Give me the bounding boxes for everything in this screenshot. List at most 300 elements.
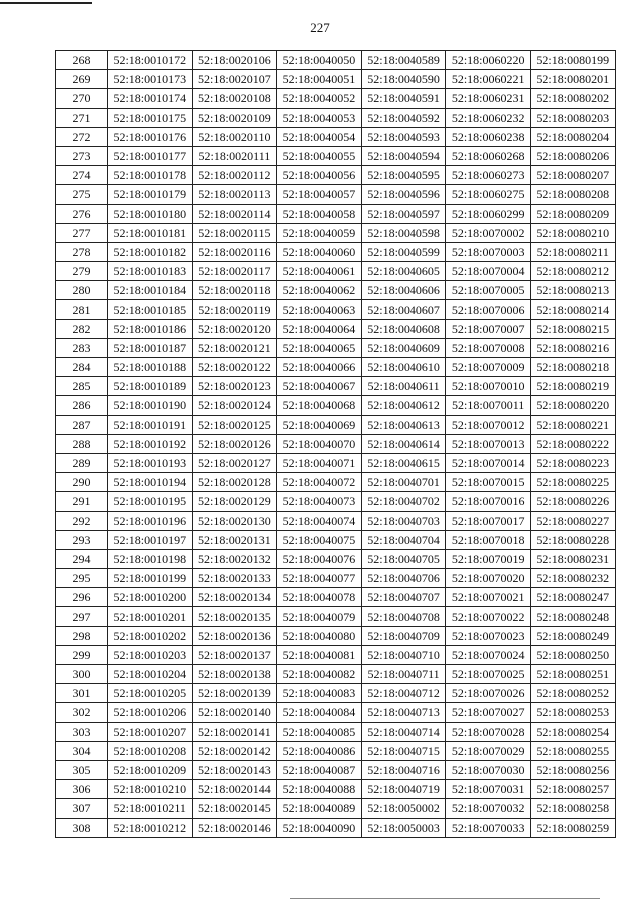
cadastral-number-cell: 52:18:0010193	[108, 453, 193, 472]
cadastral-number-cell: 52:18:0020139	[192, 684, 277, 703]
cadastral-number-cell: 52:18:0040090	[277, 818, 362, 837]
cadastral-number-cell: 52:18:0080206	[530, 146, 615, 165]
cadastral-number-cell: 52:18:0040711	[361, 665, 446, 684]
cadastral-number-cell: 52:18:0040709	[361, 626, 446, 645]
cadastral-number-cell: 52:18:0080257	[530, 780, 615, 799]
cadastral-number-cell: 52:18:0020131	[192, 530, 277, 549]
table-row	[56, 434, 616, 453]
row-number-cell: 287	[56, 415, 108, 434]
cadastral-number-cell: 52:18:0080252	[530, 684, 615, 703]
cadastral-number-cell: 52:18:0080254	[530, 722, 615, 741]
cadastral-number-cell: 52:18:0040596	[361, 185, 446, 204]
cadastral-number-cell: 52:18:0070014	[446, 453, 531, 472]
cadastral-number-cell: 52:18:0070020	[446, 569, 531, 588]
table-row	[56, 185, 616, 204]
cadastral-number-cell: 52:18:0040057	[277, 185, 362, 204]
table-row	[56, 684, 616, 703]
row-number-cell: 293	[56, 530, 108, 549]
cadastral-number-cell: 52:18:0020143	[192, 760, 277, 779]
cadastral-number-cell: 52:18:0060273	[446, 166, 531, 185]
cadastral-number-cell: 52:18:0080216	[530, 338, 615, 357]
table-row	[56, 262, 616, 281]
cadastral-number-cell: 52:18:0040589	[361, 51, 446, 70]
cadastral-number-cell: 52:18:0040084	[277, 703, 362, 722]
cadastral-number-cell: 52:18:0040705	[361, 549, 446, 568]
cadastral-number-cell: 52:18:0040053	[277, 108, 362, 127]
cadastral-number-cell: 52:18:0020140	[192, 703, 277, 722]
table-row	[56, 492, 616, 511]
cadastral-number-cell: 52:18:0070009	[446, 358, 531, 377]
cadastral-number-cell: 52:18:0060275	[446, 185, 531, 204]
row-number-cell: 277	[56, 223, 108, 242]
cadastral-number-cell: 52:18:0020110	[192, 127, 277, 146]
cadastral-number-cell: 52:18:0070021	[446, 588, 531, 607]
table-row	[56, 338, 616, 357]
cadastral-number-cell: 52:18:0040076	[277, 549, 362, 568]
cadastral-number-cell: 52:18:0080202	[530, 89, 615, 108]
row-number-cell: 282	[56, 319, 108, 338]
cadastral-number-cell: 52:18:0040595	[361, 166, 446, 185]
cadastral-number-cell: 52:18:0010201	[108, 607, 193, 626]
cadastral-number-cell: 52:18:0020137	[192, 645, 277, 664]
cadastral-number-cell: 52:18:0020129	[192, 492, 277, 511]
cadastral-number-cell: 52:18:0040710	[361, 645, 446, 664]
cadastral-number-cell: 52:18:0020107	[192, 70, 277, 89]
cadastral-number-cell: 52:18:0020130	[192, 511, 277, 530]
cadastral-number-cell: 52:18:0040712	[361, 684, 446, 703]
row-number-cell: 268	[56, 51, 108, 70]
cadastral-number-cell: 52:18:0070032	[446, 799, 531, 818]
row-number-cell: 304	[56, 741, 108, 760]
cadastral-number-cell: 52:18:0040082	[277, 665, 362, 684]
cadastral-number-cell: 52:18:0040703	[361, 511, 446, 530]
cadastral-number-cell: 52:18:0040060	[277, 242, 362, 261]
cadastral-number-cell: 52:18:0040086	[277, 741, 362, 760]
cadastral-number-cell: 52:18:0040088	[277, 780, 362, 799]
table-body	[56, 51, 616, 838]
cadastral-number-cell: 52:18:0010209	[108, 760, 193, 779]
cadastral-number-cell: 52:18:0010198	[108, 549, 193, 568]
cadastral-number-cell: 52:18:0040073	[277, 492, 362, 511]
cadastral-number-cell: 52:18:0020111	[192, 146, 277, 165]
cadastral-number-cell: 52:18:0070027	[446, 703, 531, 722]
table-row	[56, 70, 616, 89]
row-number-cell: 274	[56, 166, 108, 185]
table-row	[56, 319, 616, 338]
cadastral-number-cell: 52:18:0010206	[108, 703, 193, 722]
cadastral-number-cell: 52:18:0040606	[361, 281, 446, 300]
row-number-cell: 292	[56, 511, 108, 530]
row-number-cell: 299	[56, 645, 108, 664]
table-row	[56, 607, 616, 626]
cadastral-number-cell: 52:18:0020108	[192, 89, 277, 108]
cadastral-number-cell: 52:18:0040702	[361, 492, 446, 511]
table-row	[56, 89, 616, 108]
cadastral-number-cell: 52:18:0010196	[108, 511, 193, 530]
row-number-cell: 278	[56, 242, 108, 261]
cadastral-number-cell: 52:18:0010181	[108, 223, 193, 242]
cadastral-number-cell: 52:18:0040074	[277, 511, 362, 530]
cadastral-number-cell: 52:18:0010177	[108, 146, 193, 165]
cadastral-number-cell: 52:18:0040078	[277, 588, 362, 607]
cadastral-number-cell: 52:18:0020128	[192, 473, 277, 492]
cadastral-number-cell: 52:18:0070019	[446, 549, 531, 568]
cadastral-number-cell: 52:18:0020124	[192, 396, 277, 415]
cadastral-number-cell: 52:18:0020132	[192, 549, 277, 568]
table-row	[56, 281, 616, 300]
cadastral-number-cell: 52:18:0060221	[446, 70, 531, 89]
cadastral-number-cell: 52:18:0080220	[530, 396, 615, 415]
cadastral-number-cell: 52:18:0060299	[446, 204, 531, 223]
cadastral-number-cell: 52:18:0080256	[530, 760, 615, 779]
cadastral-number-cell: 52:18:0040087	[277, 760, 362, 779]
cadastral-number-cell: 52:18:0080215	[530, 319, 615, 338]
row-number-cell: 298	[56, 626, 108, 645]
cadastral-number-cell: 52:18:0020114	[192, 204, 277, 223]
cadastral-number-cell: 52:18:0010197	[108, 530, 193, 549]
cadastral-number-cell: 52:18:0050003	[361, 818, 446, 837]
cadastral-number-cell: 52:18:0060268	[446, 146, 531, 165]
row-number-cell: 305	[56, 760, 108, 779]
row-number-cell: 283	[56, 338, 108, 357]
cadastral-number-cell: 52:18:0040615	[361, 453, 446, 472]
cadastral-number-cell: 52:18:0010195	[108, 492, 193, 511]
row-number-cell: 269	[56, 70, 108, 89]
row-number-cell: 271	[56, 108, 108, 127]
cadastral-number-cell: 52:18:0010211	[108, 799, 193, 818]
row-number-cell: 303	[56, 722, 108, 741]
cadastral-number-cell: 52:18:0040605	[361, 262, 446, 281]
cadastral-number-cell: 52:18:0040719	[361, 780, 446, 799]
cadastral-number-cell: 52:18:0020119	[192, 300, 277, 319]
row-number-cell: 302	[56, 703, 108, 722]
cadastral-number-cell: 52:18:0040077	[277, 569, 362, 588]
cadastral-number-cell: 52:18:0040065	[277, 338, 362, 357]
cadastral-number-cell: 52:18:0010190	[108, 396, 193, 415]
cadastral-number-cell: 52:18:0040590	[361, 70, 446, 89]
cadastral-table-container	[55, 50, 615, 838]
table-row	[56, 300, 616, 319]
cadastral-number-cell: 52:18:0020144	[192, 780, 277, 799]
cadastral-number-cell: 52:18:0010194	[108, 473, 193, 492]
table-row	[56, 741, 616, 760]
row-number-cell: 296	[56, 588, 108, 607]
cadastral-number-cell: 52:18:0040707	[361, 588, 446, 607]
cadastral-number-cell: 52:18:0080221	[530, 415, 615, 434]
cadastral-number-cell: 52:18:0010178	[108, 166, 193, 185]
table-row	[56, 223, 616, 242]
cadastral-number-cell: 52:18:0070025	[446, 665, 531, 684]
cadastral-number-cell: 52:18:0010191	[108, 415, 193, 434]
cadastral-number-cell: 52:18:0020133	[192, 569, 277, 588]
row-number-cell: 288	[56, 434, 108, 453]
cadastral-number-cell: 52:18:0020118	[192, 281, 277, 300]
row-number-cell: 308	[56, 818, 108, 837]
cadastral-number-cell: 52:18:0010176	[108, 127, 193, 146]
cadastral-number-cell: 52:18:0020109	[192, 108, 277, 127]
cadastral-number-cell: 52:18:0060231	[446, 89, 531, 108]
cadastral-number-cell: 52:18:0010189	[108, 377, 193, 396]
cadastral-number-cell: 52:18:0020125	[192, 415, 277, 434]
cadastral-number-cell: 52:18:0010212	[108, 818, 193, 837]
cadastral-number-cell: 52:18:0040079	[277, 607, 362, 626]
cadastral-number-cell: 52:18:0040067	[277, 377, 362, 396]
cadastral-number-cell: 52:18:0040610	[361, 358, 446, 377]
cadastral-number-cell: 52:18:0080218	[530, 358, 615, 377]
cadastral-number-cell: 52:18:0040701	[361, 473, 446, 492]
cadastral-number-cell: 52:18:0020115	[192, 223, 277, 242]
row-number-cell: 270	[56, 89, 108, 108]
cadastral-number-cell: 52:18:0010175	[108, 108, 193, 127]
row-number-cell: 290	[56, 473, 108, 492]
cadastral-number-cell: 52:18:0040070	[277, 434, 362, 453]
cadastral-number-cell: 52:18:0040591	[361, 89, 446, 108]
cadastral-number-cell: 52:18:0080208	[530, 185, 615, 204]
cadastral-number-cell: 52:18:0010200	[108, 588, 193, 607]
cadastral-number-cell: 52:18:0040614	[361, 434, 446, 453]
cadastral-number-cell: 52:18:0060220	[446, 51, 531, 70]
cadastral-number-cell: 52:18:0020145	[192, 799, 277, 818]
cadastral-number-cell: 52:18:0010188	[108, 358, 193, 377]
table-row	[56, 549, 616, 568]
cadastral-number-cell: 52:18:0040704	[361, 530, 446, 549]
cadastral-number-cell: 52:18:0020146	[192, 818, 277, 837]
cadastral-number-cell: 52:18:0070029	[446, 741, 531, 760]
cadastral-number-cell: 52:18:0070023	[446, 626, 531, 645]
cadastral-number-cell: 52:18:0020106	[192, 51, 277, 70]
cadastral-number-cell: 52:18:0010183	[108, 262, 193, 281]
cadastral-number-cell: 52:18:0010184	[108, 281, 193, 300]
cadastral-number-cell: 52:18:0080255	[530, 741, 615, 760]
table-row	[56, 204, 616, 223]
row-number-cell: 272	[56, 127, 108, 146]
cadastral-number-cell: 52:18:0080222	[530, 434, 615, 453]
cadastral-number-cell: 52:18:0040059	[277, 223, 362, 242]
cadastral-number-cell: 52:18:0070026	[446, 684, 531, 703]
cadastral-number-cell: 52:18:0080207	[530, 166, 615, 185]
table-row	[56, 665, 616, 684]
table-row	[56, 588, 616, 607]
row-number-cell: 306	[56, 780, 108, 799]
row-number-cell: 297	[56, 607, 108, 626]
cadastral-number-cell: 52:18:0040056	[277, 166, 362, 185]
cadastral-number-cell: 52:18:0010180	[108, 204, 193, 223]
cadastral-number-cell: 52:18:0020116	[192, 242, 277, 261]
cadastral-number-cell: 52:18:0010185	[108, 300, 193, 319]
cadastral-number-cell: 52:18:0080225	[530, 473, 615, 492]
cadastral-number-cell: 52:18:0040607	[361, 300, 446, 319]
cadastral-number-cell: 52:18:0040612	[361, 396, 446, 415]
cadastral-number-cell: 52:18:0070012	[446, 415, 531, 434]
bottom-rule	[290, 898, 600, 899]
cadastral-number-cell: 52:18:0080231	[530, 549, 615, 568]
cadastral-number-cell: 52:18:0080259	[530, 818, 615, 837]
cadastral-number-cell: 52:18:0080210	[530, 223, 615, 242]
table-row	[56, 358, 616, 377]
cadastral-number-cell: 52:18:0070011	[446, 396, 531, 415]
row-number-cell: 300	[56, 665, 108, 684]
cadastral-number-cell: 52:18:0080212	[530, 262, 615, 281]
table-row	[56, 166, 616, 185]
cadastral-number-cell: 52:18:0040593	[361, 127, 446, 146]
cadastral-number-cell: 52:18:0070008	[446, 338, 531, 357]
cadastral-number-cell: 52:18:0040072	[277, 473, 362, 492]
cadastral-number-cell: 52:18:0020123	[192, 377, 277, 396]
cadastral-number-cell: 52:18:0040083	[277, 684, 362, 703]
cadastral-number-cell: 52:18:0040592	[361, 108, 446, 127]
cadastral-number-cell: 52:18:0040611	[361, 377, 446, 396]
cadastral-number-cell: 52:18:0040075	[277, 530, 362, 549]
cadastral-number-cell: 52:18:0020142	[192, 741, 277, 760]
cadastral-number-cell: 52:18:0070015	[446, 473, 531, 492]
cadastral-number-cell: 52:18:0080232	[530, 569, 615, 588]
row-number-cell: 291	[56, 492, 108, 511]
cadastral-number-cell: 52:18:0080251	[530, 665, 615, 684]
cadastral-number-cell: 52:18:0070028	[446, 722, 531, 741]
cadastral-number-cell: 52:18:0070016	[446, 492, 531, 511]
cadastral-number-cell: 52:18:0040080	[277, 626, 362, 645]
cadastral-number-cell: 52:18:0060232	[446, 108, 531, 127]
cadastral-number-cell: 52:18:0070018	[446, 530, 531, 549]
table-row	[56, 818, 616, 837]
cadastral-number-cell: 52:18:0040064	[277, 319, 362, 338]
table-row	[56, 377, 616, 396]
cadastral-number-cell: 52:18:0080228	[530, 530, 615, 549]
cadastral-number-cell: 52:18:0040714	[361, 722, 446, 741]
table-row	[56, 473, 616, 492]
cadastral-number-cell: 52:18:0010173	[108, 70, 193, 89]
cadastral-number-cell: 52:18:0040058	[277, 204, 362, 223]
cadastral-number-cell: 52:18:0040708	[361, 607, 446, 626]
cadastral-number-cell: 52:18:0040063	[277, 300, 362, 319]
cadastral-number-cell: 52:18:0080213	[530, 281, 615, 300]
cadastral-number-cell: 52:18:0070024	[446, 645, 531, 664]
cadastral-number-cell: 52:18:0070003	[446, 242, 531, 261]
cadastral-number-cell: 52:18:0020127	[192, 453, 277, 472]
cadastral-number-cell: 52:18:0040608	[361, 319, 446, 338]
cadastral-number-cell: 52:18:0070013	[446, 434, 531, 453]
cadastral-number-cell: 52:18:0080249	[530, 626, 615, 645]
table-row	[56, 760, 616, 779]
cadastral-number-cell: 52:18:0040715	[361, 741, 446, 760]
row-number-cell: 307	[56, 799, 108, 818]
cadastral-number-cell: 52:18:0040050	[277, 51, 362, 70]
cadastral-number-cell: 52:18:0040594	[361, 146, 446, 165]
table-row	[56, 799, 616, 818]
table-row	[56, 127, 616, 146]
cadastral-number-cell: 52:18:0080223	[530, 453, 615, 472]
cadastral-number-cell: 52:18:0020134	[192, 588, 277, 607]
cadastral-number-cell: 52:18:0040716	[361, 760, 446, 779]
cadastral-number-cell: 52:18:0080214	[530, 300, 615, 319]
cadastral-number-cell: 52:18:0010204	[108, 665, 193, 684]
table-row	[56, 415, 616, 434]
cadastral-number-cell: 52:18:0060238	[446, 127, 531, 146]
table-row	[56, 108, 616, 127]
cadastral-number-cell: 52:18:0040706	[361, 569, 446, 588]
cadastral-number-cell: 52:18:0020120	[192, 319, 277, 338]
cadastral-number-cell: 52:18:0010182	[108, 242, 193, 261]
cadastral-number-cell: 52:18:0070006	[446, 300, 531, 319]
cadastral-number-cell: 52:18:0070004	[446, 262, 531, 281]
cadastral-number-cell: 52:18:0050002	[361, 799, 446, 818]
cadastral-number-cell: 52:18:0040598	[361, 223, 446, 242]
page-number: 227	[310, 20, 330, 35]
top-rule	[0, 2, 92, 4]
cadastral-number-cell: 52:18:0020117	[192, 262, 277, 281]
table-row	[56, 780, 616, 799]
cadastral-number-cell: 52:18:0040061	[277, 262, 362, 281]
cadastral-number-cell: 52:18:0040069	[277, 415, 362, 434]
table-row	[56, 703, 616, 722]
cadastral-number-cell: 52:18:0080227	[530, 511, 615, 530]
cadastral-number-cell: 52:18:0070033	[446, 818, 531, 837]
cadastral-number-cell: 52:18:0040609	[361, 338, 446, 357]
cadastral-number-cell: 52:18:0010172	[108, 51, 193, 70]
cadastral-number-cell: 52:18:0070017	[446, 511, 531, 530]
cadastral-number-cell: 52:18:0020135	[192, 607, 277, 626]
cadastral-number-cell: 52:18:0080209	[530, 204, 615, 223]
cadastral-number-cell: 52:18:0040052	[277, 89, 362, 108]
cadastral-number-cell: 52:18:0010192	[108, 434, 193, 453]
cadastral-number-cell: 52:18:0080219	[530, 377, 615, 396]
cadastral-number-cell: 52:18:0080253	[530, 703, 615, 722]
row-number-cell: 286	[56, 396, 108, 415]
cadastral-number-cell: 52:18:0010203	[108, 645, 193, 664]
cadastral-number-cell: 52:18:0070007	[446, 319, 531, 338]
row-number-cell: 280	[56, 281, 108, 300]
cadastral-number-cell: 52:18:0040055	[277, 146, 362, 165]
cadastral-number-cell: 52:18:0080248	[530, 607, 615, 626]
cadastral-number-cell: 52:18:0020138	[192, 665, 277, 684]
row-number-cell: 281	[56, 300, 108, 319]
row-number-cell: 285	[56, 377, 108, 396]
row-number-cell: 273	[56, 146, 108, 165]
cadastral-number-cell: 52:18:0040597	[361, 204, 446, 223]
cadastral-number-cell: 52:18:0020122	[192, 358, 277, 377]
cadastral-number-cell: 52:18:0080199	[530, 51, 615, 70]
table-row	[56, 242, 616, 261]
table-row	[56, 722, 616, 741]
cadastral-number-cell: 52:18:0080201	[530, 70, 615, 89]
cadastral-number-cell: 52:18:0040089	[277, 799, 362, 818]
table-row	[56, 626, 616, 645]
cadastral-number-cell: 52:18:0020121	[192, 338, 277, 357]
cadastral-number-cell: 52:18:0040071	[277, 453, 362, 472]
cadastral-number-cell: 52:18:0040085	[277, 722, 362, 741]
row-number-cell: 284	[56, 358, 108, 377]
cadastral-number-cell: 52:18:0010199	[108, 569, 193, 588]
cadastral-number-cell: 52:18:0040713	[361, 703, 446, 722]
cadastral-number-cell: 52:18:0020112	[192, 166, 277, 185]
cadastral-number-cell: 52:18:0010210	[108, 780, 193, 799]
cadastral-number-cell: 52:18:0070005	[446, 281, 531, 300]
table-row	[56, 569, 616, 588]
table-row	[56, 645, 616, 664]
cadastral-number-cell: 52:18:0020136	[192, 626, 277, 645]
row-number-cell: 294	[56, 549, 108, 568]
table-row	[56, 51, 616, 70]
cadastral-number-cell: 52:18:0080247	[530, 588, 615, 607]
cadastral-number-cell: 52:18:0020141	[192, 722, 277, 741]
row-number-cell: 289	[56, 453, 108, 472]
cadastral-number-cell: 52:18:0080258	[530, 799, 615, 818]
cadastral-number-cell: 52:18:0040599	[361, 242, 446, 261]
cadastral-number-cell: 52:18:0080211	[530, 242, 615, 261]
table-row	[56, 453, 616, 472]
row-number-cell: 275	[56, 185, 108, 204]
cadastral-number-cell: 52:18:0010207	[108, 722, 193, 741]
